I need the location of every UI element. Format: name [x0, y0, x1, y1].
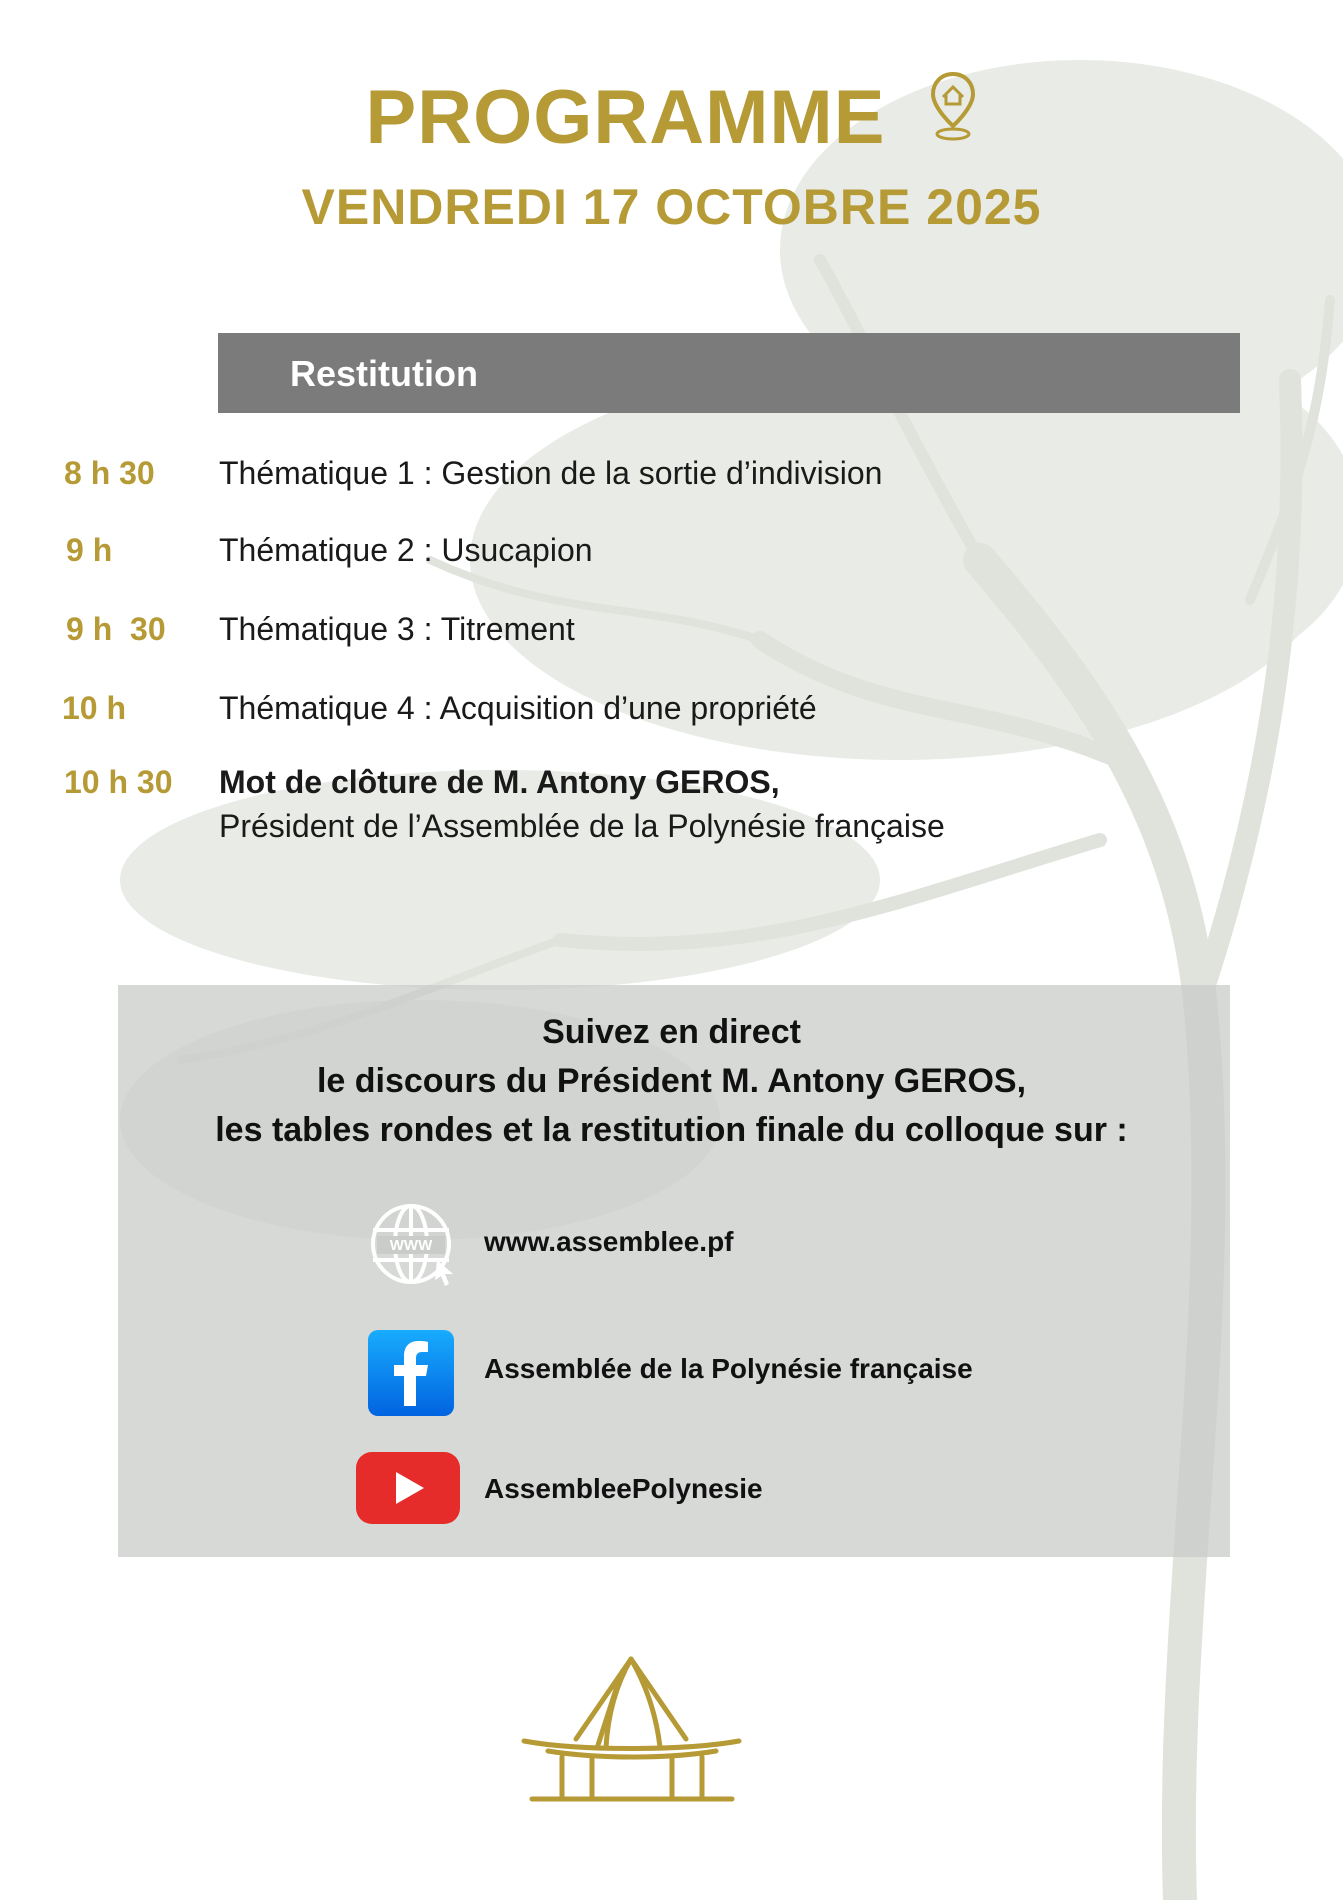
live-line-3: les tables rondes et la restitution finale du colloque sur :	[215, 1111, 1128, 1149]
section-title: Restitution	[290, 353, 478, 394]
event-date: VENDREDI 17 OCTOBRE 2025	[301, 179, 1042, 235]
website-link[interactable]: www.assemblee.pf	[484, 1226, 734, 1257]
location-home-pin-icon	[928, 70, 978, 142]
programme-title: PROGRAMME	[365, 75, 886, 160]
facebook-icon	[368, 1330, 454, 1416]
youtube-icon	[356, 1452, 460, 1524]
assembly-building-logo-icon	[518, 1655, 745, 1802]
closing-speaker-title: Président de l’Assemblée de la Polynésie française	[219, 808, 945, 844]
svg-text:WWW: WWW	[389, 1237, 433, 1254]
schedule-time: 8 h 30	[64, 455, 155, 491]
schedule-label: Thématique 2 : Usucapion	[219, 532, 593, 568]
live-line-2: le discours du Président M. Antony GEROS,	[316, 1062, 1027, 1100]
facebook-link[interactable]: Assemblée de la Polynésie française	[484, 1353, 973, 1384]
closing-speech-label: Mot de clôture de M. Antony GEROS,	[219, 764, 780, 800]
schedule-label: Thématique 3 : Titrement	[219, 611, 575, 647]
section-header	[218, 333, 1240, 413]
schedule-time: 10 h	[62, 690, 127, 726]
live-line-1: Suivez en direct	[542, 1013, 801, 1051]
schedule-time: 10 h 30	[64, 764, 173, 800]
www-globe-icon	[367, 1202, 459, 1288]
youtube-link[interactable]: AssembleePolynesie	[484, 1473, 763, 1504]
schedule-time: 9 h 30	[66, 611, 166, 647]
schedule-label: Thématique 4 : Acquisition d’une propriété	[219, 690, 817, 726]
schedule-time: 9 h	[66, 532, 113, 568]
schedule-label: Thématique 1 : Gestion de la sortie d’indivision	[219, 455, 883, 491]
